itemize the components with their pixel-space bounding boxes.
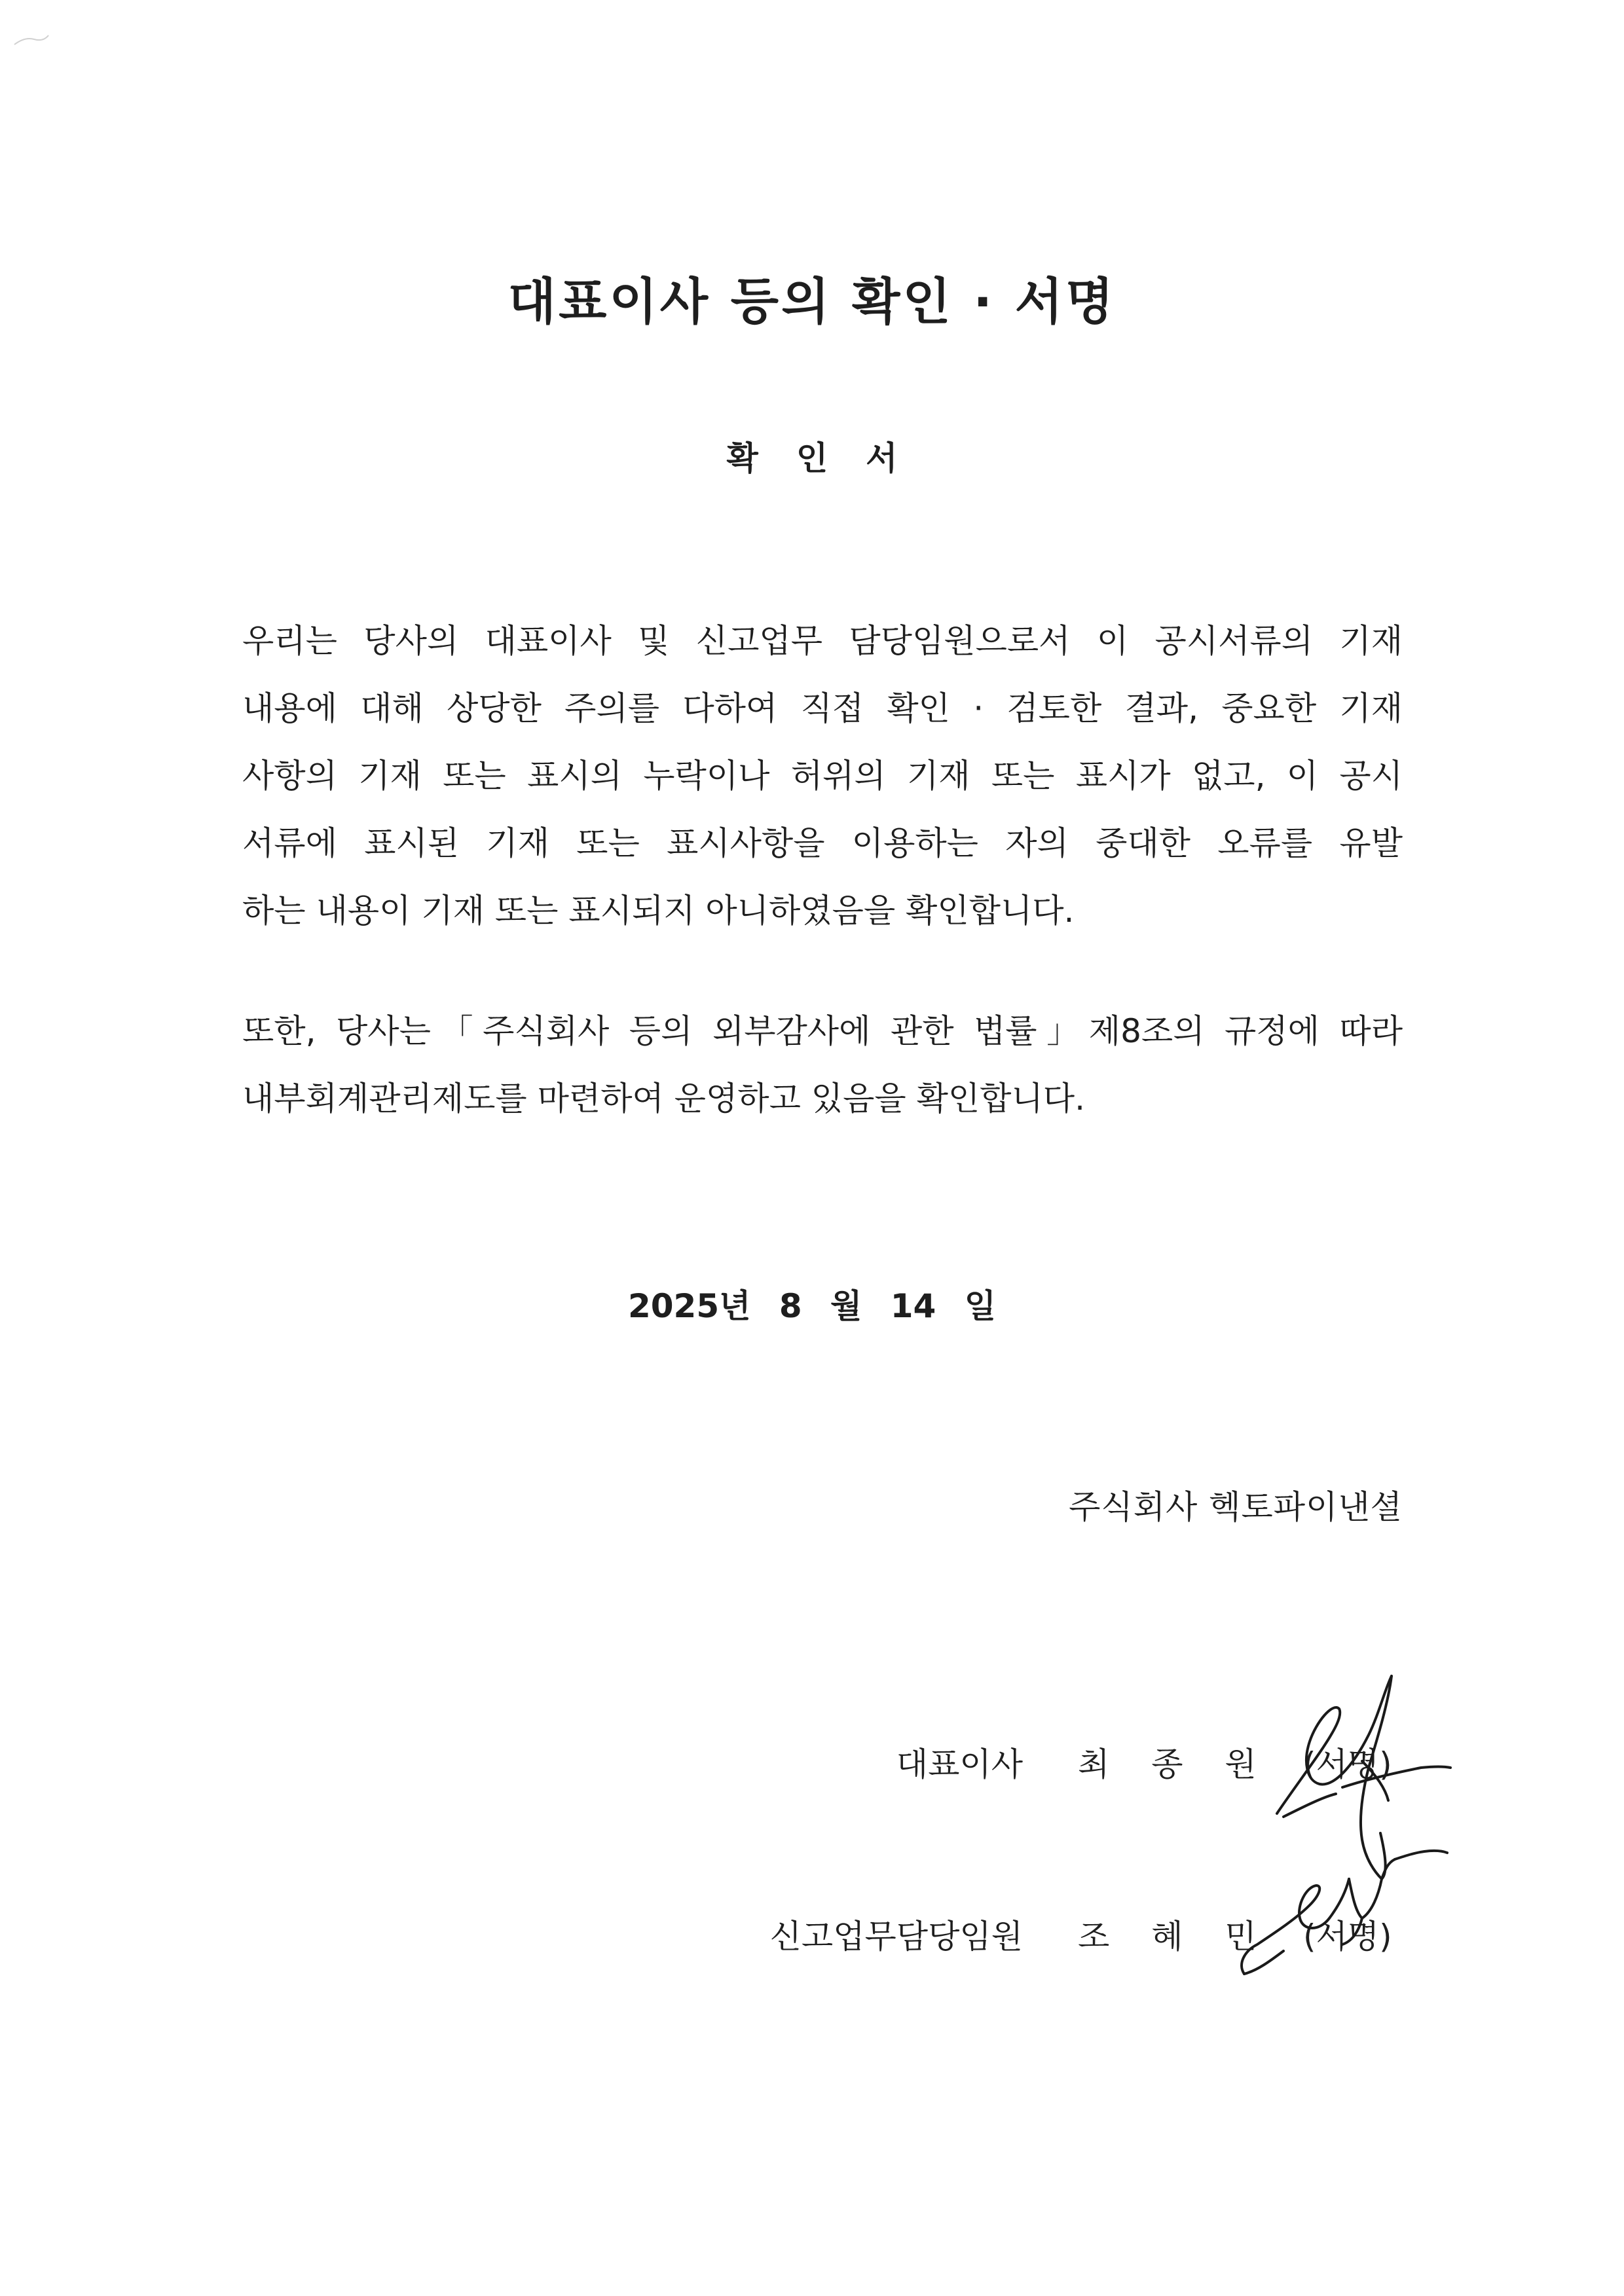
paragraph-line: 내부회계관리제도를 마련하여 운영하고 있음을 확인합니다. — [242, 1080, 1085, 1118]
signature-placeholder-officer: (서명) — [1303, 1918, 1392, 1956]
paragraph-line: 하는 내용이 기재 또는 표시되지 아니하였음을 확인합니다. — [242, 892, 1075, 930]
signature-placeholder-ceo: (서명) — [1303, 1745, 1392, 1783]
paragraph-line: 서류에 표시된 기재 또는 표시사항을 이용하는 자의 중대한 오류를 유발 — [242, 824, 1403, 862]
signatory-name-officer: 조 혜 민 — [1078, 1918, 1272, 1956]
signatory-role-officer: 신고업무담당임원 — [769, 1918, 1023, 1956]
confirmation-paragraph — [242, 608, 1403, 945]
company-name: 주식회사 헥토파이낸셜 — [1069, 1488, 1403, 1526]
paragraph-line: 사항의 기재 또는 표시의 누락이나 허위의 기재 또는 표시가 없고, 이 공시 — [242, 757, 1403, 795]
document-title: 대표이사 등의 확인 · 서명 — [507, 272, 1116, 331]
signatory-name-ceo: 최 종 원 — [1078, 1745, 1272, 1783]
paragraph-line: 우리는 당사의 대표이사 및 신고업무 담당임원으로서 이 공시서류의 기재 — [242, 622, 1403, 660]
scan-mark — [12, 30, 51, 50]
internal-control-paragraph — [242, 998, 1403, 1133]
document-subtitle: 확인서 — [726, 439, 936, 477]
signatory-role-ceo: 대표이사 — [896, 1745, 1023, 1783]
document-date: 2025년 8 월 14 일 — [627, 1287, 997, 1325]
paragraph-line: 내용에 대해 상당한 주의를 다하여 직접 확인 · 검토한 결과, 중요한 기재 — [242, 689, 1403, 727]
paragraph-line: 또한, 당사는「주식회사 등의 외부감사에 관한 법률」제8조의 규정에 따라 — [242, 1012, 1403, 1050]
